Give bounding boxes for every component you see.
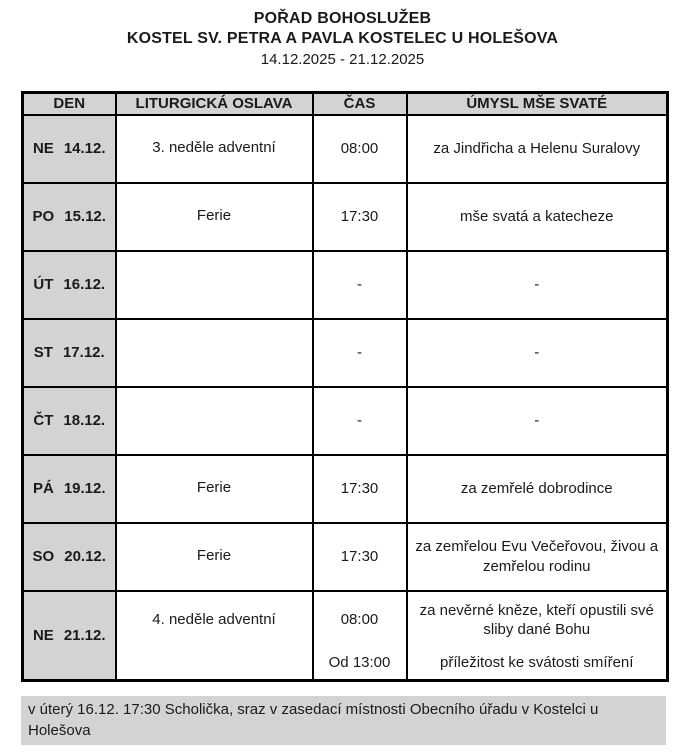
table-row xyxy=(23,319,668,387)
column-header-umysl: ÚMYSL MŠE SVATÉ xyxy=(407,93,668,115)
time-cell xyxy=(313,591,407,681)
intention-cell: mše svatá a katecheze xyxy=(407,183,668,251)
day-cell xyxy=(23,183,116,251)
page-title: POŘAD BOHOSLUŽEB xyxy=(253,10,432,27)
day-cell xyxy=(23,591,116,681)
day-abbr: ST xyxy=(33,344,53,361)
day-cell xyxy=(23,387,116,455)
table-row xyxy=(23,251,668,319)
intention-cell: za Jindřicha a Helenu Suralovy xyxy=(407,115,668,183)
day-abbr: PÁ xyxy=(32,480,54,497)
day-date: 21.12. xyxy=(63,626,106,644)
day-abbr: ČT xyxy=(33,412,54,429)
intention-cell: - xyxy=(407,251,668,319)
intention-cell: - xyxy=(407,319,668,387)
day-date: 15.12. xyxy=(64,208,106,225)
table-row xyxy=(23,115,668,183)
day-abbr: NE xyxy=(32,140,54,157)
table-row xyxy=(23,183,668,251)
day-abbr: SO xyxy=(32,548,55,565)
day-cell xyxy=(23,319,116,387)
celebration-cell: 3. neděle adventní xyxy=(116,115,313,183)
document-header xyxy=(0,0,685,70)
celebration-cell: Ferie xyxy=(116,183,313,251)
column-header-cas: ČAS xyxy=(313,93,407,115)
table-header-row xyxy=(23,93,668,115)
column-header-den: DEN xyxy=(23,93,116,115)
celebration-cell xyxy=(116,251,313,319)
church-name: KOSTEL SV. PETRA A PAVLA KOSTELEC U HOLEŠOVA xyxy=(126,30,559,47)
intention-cell: - xyxy=(407,387,668,455)
day-date: 14.12. xyxy=(63,140,106,157)
table-row xyxy=(23,523,668,591)
time-cell: 08:00 xyxy=(313,115,407,183)
time-cell: 17:30 xyxy=(313,183,407,251)
day-cell xyxy=(23,115,116,183)
schedule-table xyxy=(21,91,669,682)
day-cell xyxy=(23,523,116,591)
intention-cell: za zemřelou Evu Večeřovou, živou a zemřelou rodinu xyxy=(407,523,668,591)
celebration-cell: Ferie xyxy=(116,455,313,523)
day-date: 19.12. xyxy=(63,480,106,497)
intention-entry-2: příležitost ke svátosti smíření xyxy=(440,653,634,671)
celebration-cell xyxy=(116,319,313,387)
table-row xyxy=(23,591,668,681)
day-abbr: ÚT xyxy=(33,276,54,293)
day-abbr: PO xyxy=(32,208,55,225)
day-abbr: NE xyxy=(32,626,54,644)
intention-cell xyxy=(407,591,668,681)
time-entry-2: Od 13:00 xyxy=(328,654,391,671)
day-date: 18.12. xyxy=(63,412,106,429)
intention-cell: za zemřelé dobrodince xyxy=(407,455,668,523)
time-cell: 17:30 xyxy=(313,455,407,523)
celebration-cell xyxy=(116,591,313,681)
time-cell: - xyxy=(313,251,407,319)
time-cell: 17:30 xyxy=(313,523,407,591)
day-date: 17.12. xyxy=(62,344,105,361)
celebration-cell xyxy=(116,387,313,455)
day-date: 20.12. xyxy=(64,548,106,565)
time-entry-1: 08:00 xyxy=(340,611,379,629)
celebration-text: 4. neděle adventní xyxy=(152,611,276,629)
celebration-cell: Ferie xyxy=(116,523,313,591)
day-cell xyxy=(23,455,116,523)
day-date: 16.12. xyxy=(63,276,106,293)
table-row xyxy=(23,455,668,523)
day-cell xyxy=(23,251,116,319)
date-range: 14.12.2025 - 21.12.2025 xyxy=(260,51,425,68)
table-row xyxy=(23,387,668,455)
footer-note: v úterý 16.12. 17:30 Scholička, sraz v zasedací místnosti Obecního úřadu v Kostelci u Holešova xyxy=(21,696,666,745)
intention-entry-1: za nevěrné kněze, kteří opustili své sliby dané Bohu xyxy=(419,601,654,638)
time-cell: - xyxy=(313,387,407,455)
column-header-liturgicka-oslava: LITURGICKÁ OSLAVA xyxy=(116,93,313,115)
time-cell: - xyxy=(313,319,407,387)
